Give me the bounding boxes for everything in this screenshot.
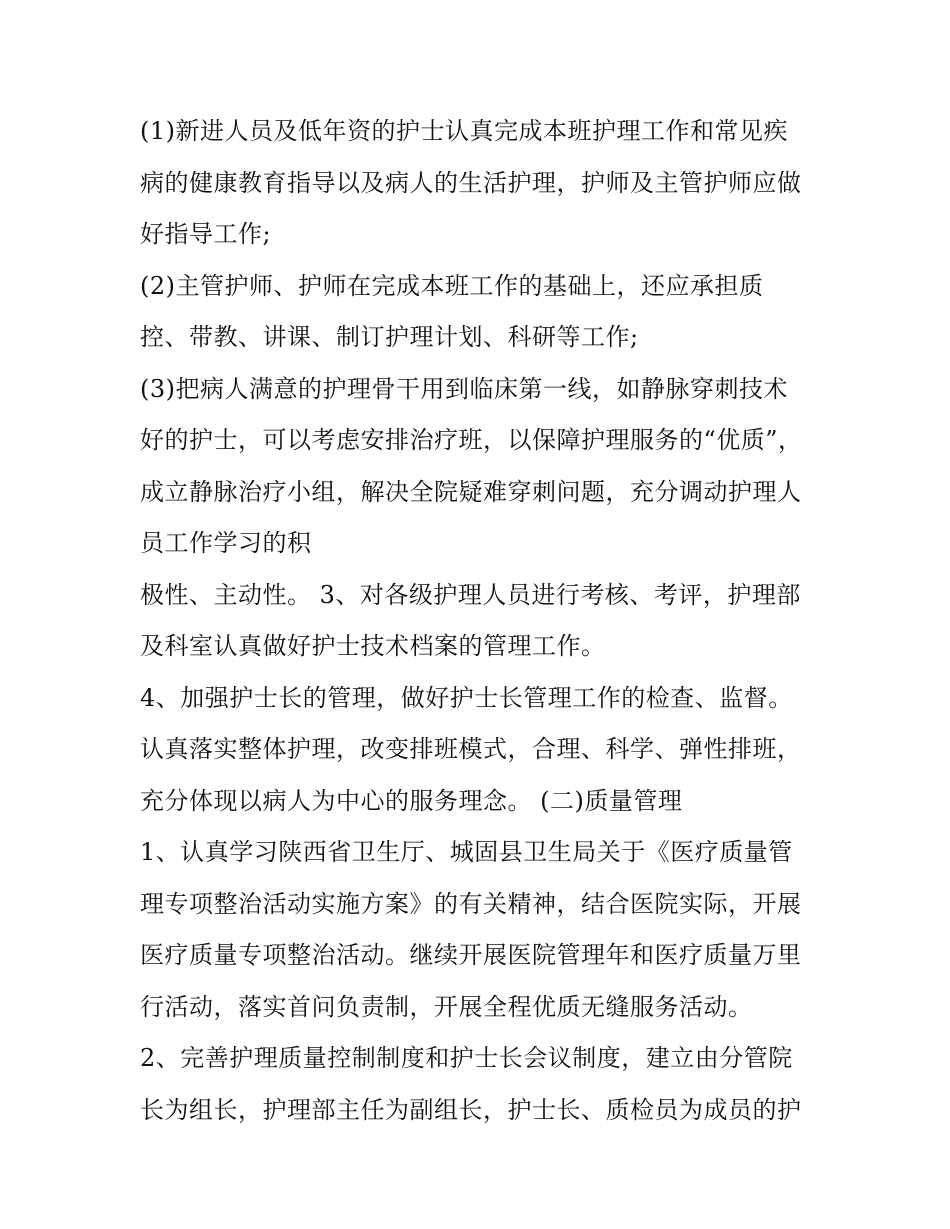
text-line: 理专项整治活动实施方案》的有关精神，结合医院实际，开展 [140,889,802,918]
text-line: 病的健康教育指导以及病人的生活护理，护师及主管护师应做 [140,168,802,197]
text-line: 长为组长，护理部主任为副组长，护士长、质检员为成员的护 [140,1095,802,1124]
text-line: 2、完善护理质量控制制度和护士长会议制度，建立由分管院 [140,1044,793,1072]
text-line: 充分体现以病人为中心的服务理念。 (二)质量管理 [140,786,683,815]
text-line: 1、认真学习陕西省卫生厅、城固县卫生局关于《医疗质量管 [140,838,793,866]
text-line: (1)新进人员及低年资的护士认真完成本班护理工作和常见疾 [140,117,788,145]
text-line: 极性、主动性。 3、对各级护理人员进行考核、考评，护理部 [140,580,801,609]
text-line: (2)主管护师、护师在完成本班工作的基础上，还应承担质 [140,271,764,300]
text-line: 及科室认真做好护士技术档案的管理工作。 [140,632,606,660]
text-line: 医疗质量专项整治活动。继续开展医院管理年和医疗质量万里 [140,941,802,969]
text-line: (3)把病人满意的护理骨干用到临床第一线，如静脉穿刺技术 [140,374,788,403]
text-line: 认真落实整体护理，改变排班模式，合理、科学、弹性排班， [140,735,802,763]
text-line: 成立静脉治疗小组，解决全院疑难穿刺问题，充分调动护理人 [140,477,802,506]
text-line: 员工作学习的积 [140,529,312,557]
text-line: 4、加强护士长的管理，做好护士长管理工作的检查、监督。 [140,683,793,712]
text-line: 好的护士，可以考虑安排治疗班，以保障护理服务的“优质”， [140,426,803,454]
text-line: 好指导工作; [140,220,272,248]
document-body [140,106,820,1136]
text-line: 控、带教、讲课、制订护理计划、科研等工作; [140,323,639,351]
text-line: 行活动，落实首问负责制，开展全程优质无缝服务活动。 [140,992,753,1021]
